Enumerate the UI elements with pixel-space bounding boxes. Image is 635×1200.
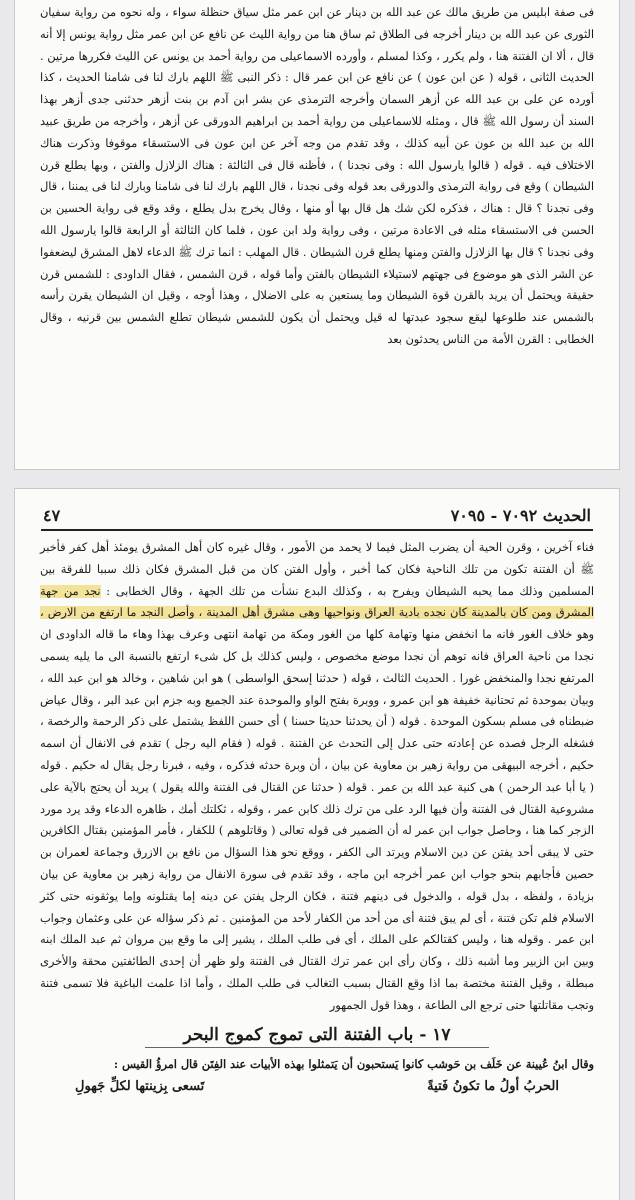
book-page-bottom bbox=[14, 488, 620, 1200]
highlighted-passage: نجد من جهة المشرق ومن كان بالمدينة كان نجده بادية العراق ونواحيها وهى مشرق أهل المدينة ، وأصل النجد ما ارتفع من الارض ، bbox=[40, 584, 594, 620]
chapter-title: ١٧ - باب الفتنة التى تموج كموج البحر bbox=[183, 1024, 451, 1045]
verse-first-hemistich: الحربُ أولُ ما تكونُ فَتيةً bbox=[427, 1079, 559, 1095]
header-divider bbox=[41, 529, 593, 531]
chapter-divider bbox=[145, 1047, 489, 1048]
hadith-range-heading: الحديث ٧٠٩٢ - ٧٠٩٥ bbox=[450, 506, 591, 525]
page-number: ٤٧ bbox=[43, 506, 61, 525]
verse-second-hemistich: تَسعى بِزينتها لكلِّ جَهولِ bbox=[75, 1079, 205, 1095]
book-page-top bbox=[14, 0, 620, 470]
body-text-after-highlight: وهو خلاف الغور فانه ما انخفض منها وتهامة كلها من الغور ومكة من تهامة انتهى وعرف بهذا وهاء ما قاله الداودى ان نجدا من ناحية العراق فانه توهم أن نجدا موضع مخصوص ، وليس كذلك بل كل شىء ارتفع بالنسبة الى ما يليه يسمى المرتفع نجدا والمنخفض غورا . الحديث الثالث ، قوله ( حدثنا إسحق الواسطى ) هو ابن شاهين ، وخالد هو ابن عبد الله ، وبيان بموحدة ثم تحتانية خفيفة هو ابن عمرو ، ووبرة بفتح الواو والموحدة عند الجميع وبه جزم ابن عبد البر ، وقال عياض ضبطناه فى مسلم بسكون الموحدة . قوله ( أن يحدثنا حديثا حسنا ) أى حسن اللفظ يشتمل على ذكر الرحمة والرخصة ، فشغله الرجل فصده عن إعادته حتى عدل إلى التحدث عن الفتنة . قوله ( فقام اليه رجل ) تقدم فى الانفال أن اسمه حكيم ، أخرجه البيهقى من رواية زهير بن معاوية عن بيان ، أن وبرة حدثه فذكره ، وفيه ، فبرنا رجل يقال له حكيم . قوله ( يا أبا عبد الرحمن ) هى كنية عبد الله بن عمر . قوله ( حدثنا عن القتال فى الفتنة والله يقول ) يريد أن يحتج بالآية على مشروعية القتال فى الفتنة وأن فيها الرد على من ترك ذلك كابن عمر ، وقوله ، ثكلتك أمك ، ظاهره الدعاء وقد يرد مورد الزجر كما هنا ، وحاصل جواب ابن عمر له أن الضمير فى قوله تعالى ( وقاتلوهم ) للكفار ، فأمر المؤمنين بقتال الكافرين حتى لا يبقى أحد يفتن عن دين الاسلام ويرتد الى الكفر ، ووقع نحو هذا السؤال من نافع بن الازرق وجماعة لعمران بن حصين فأجابهم بنحو جواب ابن عمر أخرجه ابن ماجه ، وقد تقدم فى سورة الانفال من رواية زهير بن معاوية عن بيان بزيادة ، ولفظه ، بدل قوله ، والدخول فى دينهم فتنة ، فكان الرجل يفتن عن دينه إما يقتلونه وإما يوثقونه حتى كثر الاسلام فلم تكن فتنة ، أى لم يبق فتنة أى من أحد من الكفار لأحد من المؤمنين . ثم ذكر سؤاله عن على وعثمان وجواب ابن عمر . وقوله هنا ، وليس كقتالكم على الملك ، أى فى طلب الملك ، يشير إلى ما وقع بين مروان ثم عبد الملك ابنه وبين ابن الزبير وما أشبه ذلك ، وكان رأى ابن عمر ترك القتال فى الفتنة ولو ظهر أن إحدى الطائفتين محقة والأخرى مبطلة ، وقيل الفتنة مختصة بما اذا وقع القتال بسبب التغالب فى طلب الملك ، وأما اذا علمت الباغية فلا تسمى فتنة وتجب مقاتلتها حتى ترجع الى الطاعة ، وهذا قول الجمهور bbox=[40, 628, 594, 1012]
page-header bbox=[43, 506, 591, 525]
body-text-before-highlight: فناء آخرين ، وقرن الحية أن يضرب المثل فيما لا يحمد من الأمور ، وقال غيره كان أهل المشرق يومئذ أهل كفر فأخبر ﷺ أن الفتنة تكون من تلك الناحية فكان كما أخبر ، وأول الفتن كان من قبل المشرق فكان ذلك سببا للفرقة بين المسلمين وذلك مما يحبه الشيطان ويفرح به ، وكذلك البدع نشأت من تلك الجهة ، وقال الخطابى : bbox=[40, 541, 594, 598]
verse-introduction: وقال ابنُ عُيينة عن خَلَف بن حَوشب كانوا يَستحبون أن يَتمثلوا بهذه الأبيات عند الفِتَن قال امرؤُ القيس : bbox=[113, 1056, 594, 1071]
poem-verse bbox=[75, 1079, 559, 1094]
page-top-body-text: فى صفة ابليس من طريق مالك عن عبد الله بن دينار عن ابن عمر مثل سياق حنظلة سواء ، وله نحوه من رواية سفيان الثورى عن عبد الله بن دينار أخرجه فى الطلاق ثم ساق هنا من رواية الليث عن نافع عن ابن عمر مثل رواية يونس إلا أنه قال ، ألا ان الفتنة هنا ، ولم يكرر ، وكذا لمسلم ، وأورده الاسماعيلى من رواية أحمد بن يونس عن الليث فكررها مرتين . الحديث الثانى ، قوله ( عن ابن عون ) عن نافع عن ابن عمر قال : ذكر النبى ﷺ اللهم بارك لنا فى شامنا الحديث ، كذا أورده عن على بن عبد الله عن أزهر السمان وأخرجه الترمذى عن بشر ابن آدم بن بنت أزهر حدثنى جدى أزهر بهذا السند أن رسول الله ﷺ قال ، ومثله للاسماعيلى من رواية أحمد بن ابراهيم الدورقى عن أزهر ، وأخرجه من طريق عبيد الله بن عبد الله بن عون عن أبيه كذلك ، وقد تقدم من وجه آخر عن ابن عون فى الاستسقاء موقوفا وذكرت هناك الاختلاف فيه . قوله ( قالوا يارسول الله : وفى نجدنا ) ، فأظنه قال فى الثالثة : هناك الزلازل والفتن ، وبها يطلع قرن الشيطان ) وقع فى رواية الترمذى والدورقى بعد قوله وفى نجدنا ، قال اللهم بارك لنا فى شامنا وبارك لنا فى يمننا ، قال وفى نجدنا ؟ قال : هناك ، فذكره لكن شك هل قال بها أو منها ، وقال يخرج بدل يطلع ، وقد وقع فى رواية الحسين بن الحسن فى الاستسقاء مثله فى الاعادة مرتين ، وفى رواية ولد ابن عون ، فلما كان الثالثة أو الرابعة قالوا يارسول الله وفى نجدنا ؟ قال بها الزلازل والفتن ومنها يطلع قرن الشيطان . قال المهلب : انما ترك ﷺ الدعاء لاهل المشرق ليضعفوا عن الشر الذى هو موضوع فى جهتهم لاستيلاء الشيطان بالفتن وأما قوله ، قرن الشمس ، فقال الداودى : للشمس قرن حقيقة ويحتمل أن يريد بالقرن قوة الشيطان وما يستعين به على الاضلال ، وهذا أوجه ، وقيل ان الشيطان يقرن رأسه بالشمس عند طلوعها ليقع سجود عبدتها له قيل ويحتمل أن يكون للشمس شيطان تطلع الشمس بين قرنيه ، وقال الخطابى : القرن الأمة من الناس يحدثون بعد bbox=[40, 6, 594, 346]
page-bottom-body-text bbox=[40, 537, 594, 1017]
